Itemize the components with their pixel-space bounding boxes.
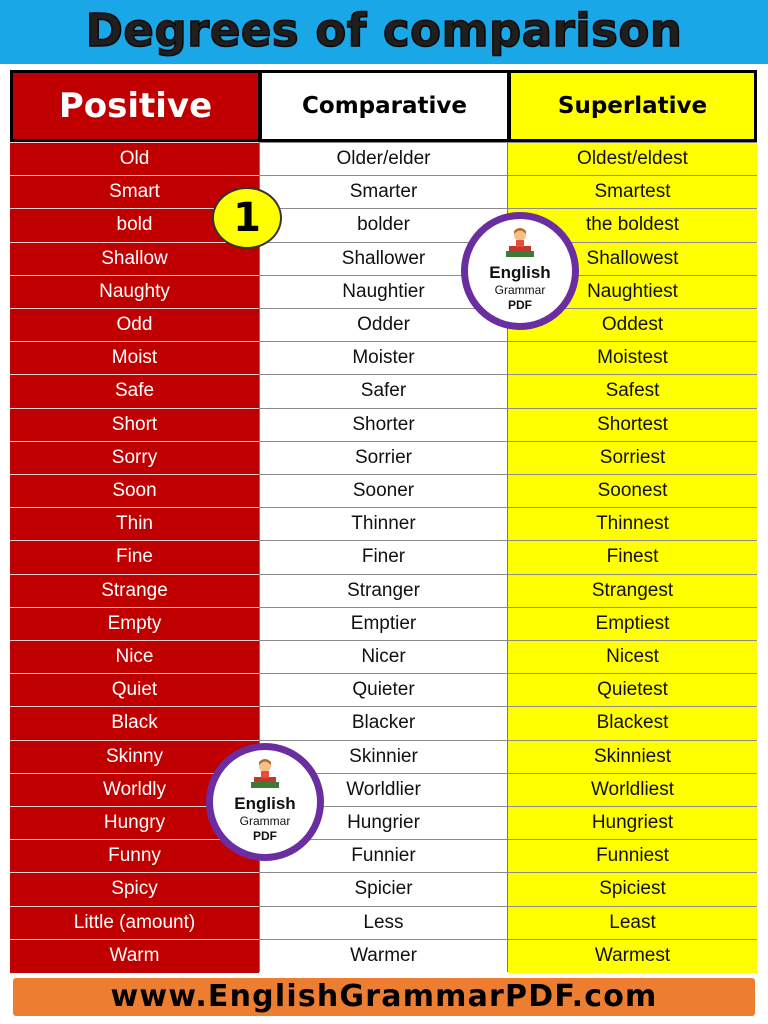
comparative-cell: Less [259, 906, 508, 939]
superlative-cell: Soonest [508, 474, 757, 507]
logo-text-pdf: PDF [508, 298, 532, 312]
superlative-cell: Blackest [508, 706, 757, 739]
positive-cell: Short [10, 408, 259, 441]
positive-cell: Soon [10, 474, 259, 507]
table-row [10, 242, 757, 275]
comparative-cell: Blacker [259, 706, 508, 739]
comparative-cell: Older/elder [259, 142, 508, 175]
table-row [10, 275, 757, 308]
table-row [10, 408, 757, 441]
header-positive: Positive [10, 70, 261, 142]
positive-cell: Naughty [10, 275, 259, 308]
positive-cell: Empty [10, 607, 259, 640]
table-row [10, 474, 757, 507]
superlative-cell: Moistest [508, 341, 757, 374]
table-row [10, 872, 757, 905]
comparative-cell: Shorter [259, 408, 508, 441]
superlative-cell: Oldest/eldest [508, 142, 757, 175]
superlative-cell: Funniest [508, 839, 757, 872]
table-row [10, 507, 757, 540]
comparative-cell: Emptier [259, 607, 508, 640]
comparative-cell: Sooner [259, 474, 508, 507]
superlative-cell: Thinnest [508, 507, 757, 540]
superlative-cell: Shallowest [508, 242, 757, 275]
positive-cell: Hungry [10, 806, 259, 839]
positive-cell: bold [10, 208, 259, 241]
superlative-cell: Finest [508, 540, 757, 573]
table-row [10, 341, 757, 374]
table-row [10, 142, 757, 175]
comparative-cell: Naughtier [259, 275, 508, 308]
table-row [10, 773, 757, 806]
table-row [10, 740, 757, 773]
superlative-cell: Quietest [508, 673, 757, 706]
positive-cell: Sorry [10, 441, 259, 474]
superlative-cell: Smartest [508, 175, 757, 208]
positive-cell: Safe [10, 374, 259, 407]
superlative-cell: Shortest [508, 408, 757, 441]
positive-cell: Strange [10, 574, 259, 607]
superlative-cell: Warmest [508, 939, 757, 972]
comparative-cell: Spicier [259, 872, 508, 905]
superlative-cell: Oddest [508, 308, 757, 341]
table-row [10, 640, 757, 673]
superlative-cell: Sorriest [508, 441, 757, 474]
positive-cell: Smart [10, 175, 259, 208]
table-row [10, 607, 757, 640]
comparative-cell: Thinner [259, 507, 508, 540]
positive-cell: Fine [10, 540, 259, 573]
positive-cell: Little (amount) [10, 906, 259, 939]
comparative-cell: Worldlier [259, 773, 508, 806]
english-grammar-pdf-logo [461, 212, 579, 330]
comparative-cell: Smarter [259, 175, 508, 208]
header-comparative: Comparative [259, 70, 510, 142]
positive-cell: Moist [10, 341, 259, 374]
table-row [10, 673, 757, 706]
superlative-cell: Strangest [508, 574, 757, 607]
table-row [10, 939, 757, 972]
positive-cell: Thin [10, 507, 259, 540]
comparative-cell: Hungrier [259, 806, 508, 839]
logo-text-english: English [234, 794, 296, 813]
superlative-cell: the boldest [508, 208, 757, 241]
positive-cell: Worldly [10, 773, 259, 806]
table-row [10, 374, 757, 407]
superlative-cell: Emptiest [508, 607, 757, 640]
positive-cell: Funny [10, 839, 259, 872]
comparative-cell: Sorrier [259, 441, 508, 474]
comparative-cell: Safer [259, 374, 508, 407]
superlative-cell: Safest [508, 374, 757, 407]
positive-cell: Spicy [10, 872, 259, 905]
comparative-cell: Funnier [259, 839, 508, 872]
page-title: Degrees of comparison [85, 4, 683, 57]
logo-text-pdf: PDF [253, 829, 277, 843]
comparative-cell: Nicer [259, 640, 508, 673]
table-row [10, 308, 757, 341]
positive-cell: Black [10, 706, 259, 739]
girl-reading-books-icon [248, 758, 282, 790]
superlative-cell: Least [508, 906, 757, 939]
positive-cell: Shallow [10, 242, 259, 275]
positive-cell: Old [10, 142, 259, 175]
superlative-cell: Nicest [508, 640, 757, 673]
comparative-cell: Shallower [259, 242, 508, 275]
comparison-table [10, 70, 757, 973]
superlative-cell: Skinniest [508, 740, 757, 773]
table-row [10, 175, 757, 208]
table-row [10, 806, 757, 839]
page-number-badge: 1 [212, 187, 282, 249]
positive-cell: Odd [10, 308, 259, 341]
positive-cell: Nice [10, 640, 259, 673]
comparative-cell: Stranger [259, 574, 508, 607]
comparative-cell: Skinnier [259, 740, 508, 773]
comparative-cell: Finer [259, 540, 508, 573]
comparative-cell: bolder [259, 208, 508, 241]
logo-text-grammar: Grammar [494, 283, 546, 297]
table-row [10, 906, 757, 939]
footer-banner [13, 978, 755, 1016]
logo-text-english: English [489, 263, 551, 282]
english-grammar-pdf-logo [206, 743, 324, 861]
superlative-cell: Spiciest [508, 872, 757, 905]
table-row [10, 574, 757, 607]
comparative-cell: Quieter [259, 673, 508, 706]
website-url[interactable]: www.EnglishGrammarPDF.com [110, 979, 658, 1014]
table-row [10, 839, 757, 872]
positive-cell: Quiet [10, 673, 259, 706]
comparative-cell: Moister [259, 341, 508, 374]
table-row [10, 441, 757, 474]
table-row [10, 208, 757, 241]
table-row [10, 706, 757, 739]
comparative-cell: Warmer [259, 939, 508, 972]
superlative-cell: Hungriest [508, 806, 757, 839]
positive-cell: Warm [10, 939, 259, 972]
superlative-cell: Naughtiest [508, 275, 757, 308]
positive-cell: Skinny [10, 740, 259, 773]
comparative-cell: Odder [259, 308, 508, 341]
table-row [10, 540, 757, 573]
superlative-cell: Worldliest [508, 773, 757, 806]
header-superlative: Superlative [508, 70, 757, 142]
logo-text-grammar: Grammar [239, 814, 291, 828]
girl-reading-books-icon [503, 227, 537, 259]
